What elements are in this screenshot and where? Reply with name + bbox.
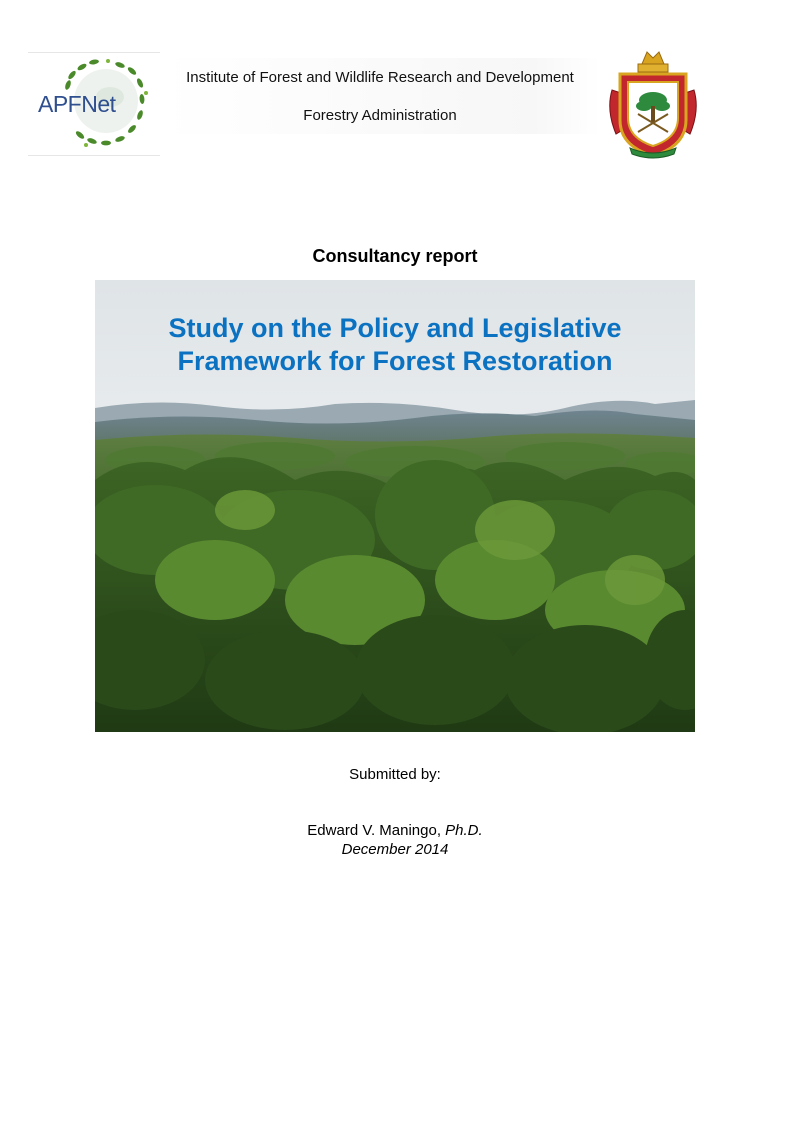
forestry-emblem-icon <box>602 50 704 162</box>
report-date: December 2014 <box>341 841 449 858</box>
report-type-heading: Consultancy report <box>312 246 478 266</box>
submitted-by-label: Submitted by: <box>349 766 441 783</box>
apfnet-logo <box>28 52 160 156</box>
author-name: Edward V. Maningo <box>307 822 437 839</box>
author-degree: Ph.D. <box>445 822 483 839</box>
forestry-emblem <box>602 50 704 162</box>
apfnet-wordmark: APFNet <box>38 91 116 117</box>
cover-image <box>95 280 695 732</box>
report-title-line-2: Framework for Forest Restoration <box>177 346 613 376</box>
administration-name: Forestry Administration <box>303 107 457 124</box>
institute-name: Institute of Forest and Wildlife Research and Development <box>186 69 574 86</box>
report-title-line-1: Study on the Policy and Legislative <box>168 313 622 343</box>
report-title <box>95 312 695 378</box>
author-line: Edward V. Maningo, Ph.D. <box>307 822 483 839</box>
